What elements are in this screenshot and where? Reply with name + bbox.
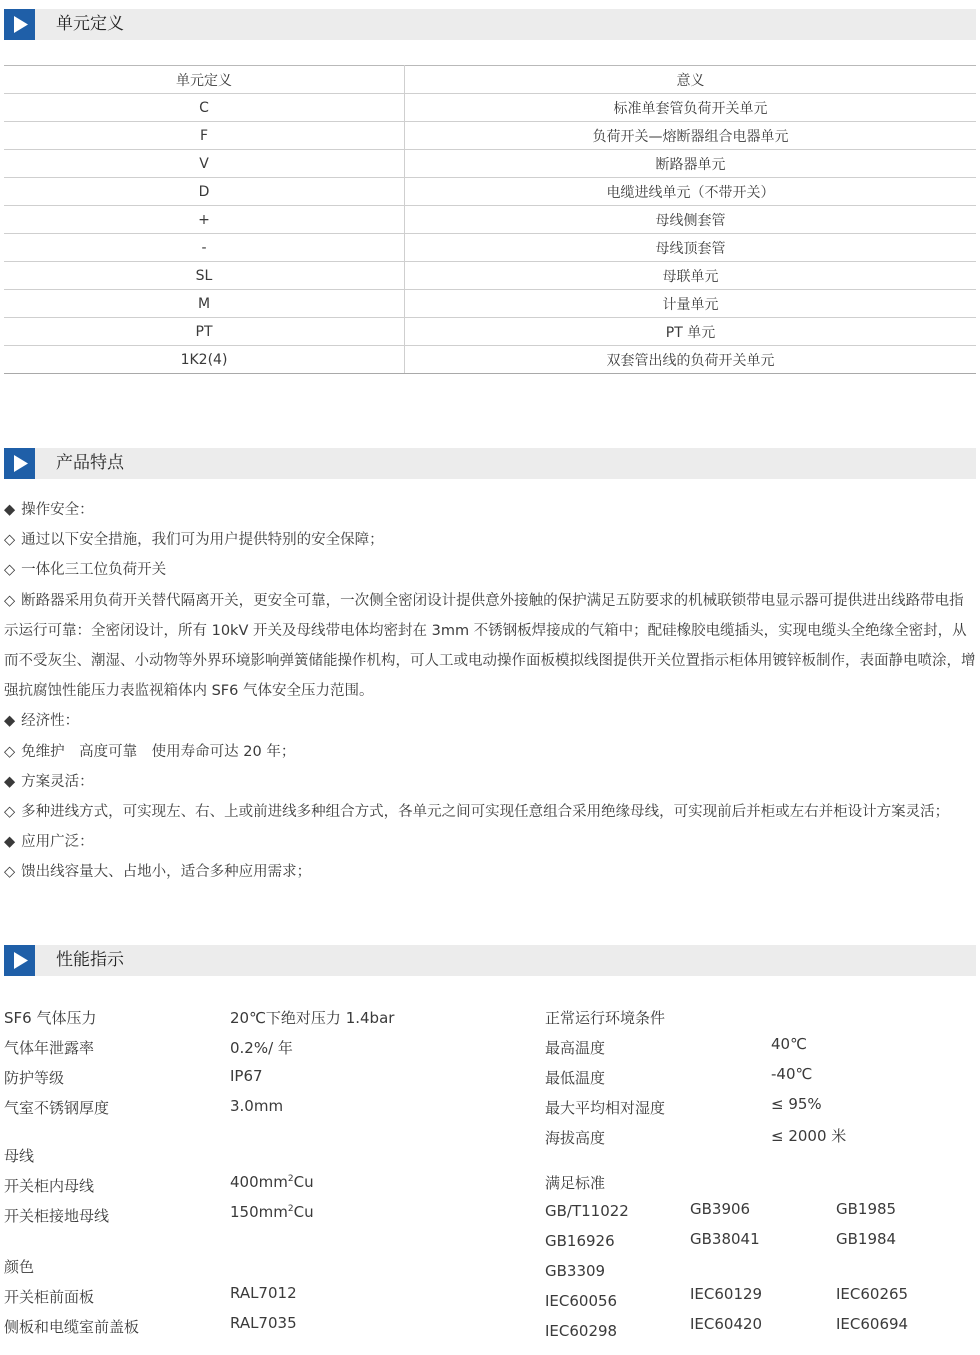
color-title: 颜色 bbox=[4, 1258, 35, 1276]
table-row bbox=[4, 178, 976, 206]
diamond-filled-icon: ◆ bbox=[4, 713, 16, 730]
diamond-outline-icon: ◇ bbox=[4, 743, 16, 760]
unit-meaning-cell: 标准单套管负荷开关单元 bbox=[405, 94, 977, 122]
section-header-performance bbox=[4, 945, 976, 976]
diamond-outline-icon: ◇ bbox=[4, 532, 16, 549]
features-list bbox=[4, 495, 976, 888]
standard-code: IEC60129 bbox=[690, 1285, 763, 1303]
feature-text: 操作安全： bbox=[21, 502, 94, 518]
perf-label: 气室不锈钢厚度 bbox=[4, 1099, 110, 1117]
perf-label: 开关柜内母线 bbox=[4, 1177, 95, 1195]
diamond-outline-icon: ◇ bbox=[4, 864, 16, 881]
perf-label: 最大平均相对湿度 bbox=[545, 1099, 666, 1117]
perf-value: ≤ 95% bbox=[771, 1095, 822, 1113]
unit-code-cell: 1K2(4) bbox=[4, 346, 405, 374]
table-row bbox=[4, 206, 976, 234]
table-body bbox=[4, 94, 976, 374]
standard-code: GB/T11022 bbox=[545, 1202, 629, 1220]
perf-label: SF6 气体压力 bbox=[4, 1009, 97, 1027]
feature-item bbox=[4, 797, 976, 827]
standard-code: IEC60420 bbox=[690, 1315, 763, 1333]
perf-value: 20℃下绝对压力 1.4bar bbox=[230, 1009, 395, 1027]
perf-label: 开关柜前面板 bbox=[4, 1288, 95, 1306]
standard-code: GB1984 bbox=[836, 1230, 897, 1248]
perf-label: 海拔高度 bbox=[545, 1129, 606, 1147]
perf-label: 气体年泄露率 bbox=[4, 1039, 95, 1057]
diamond-filled-icon: ◆ bbox=[4, 834, 16, 851]
perf-label: 防护等级 bbox=[4, 1069, 65, 1087]
perf-value: 3.0mm bbox=[230, 1097, 284, 1115]
perf-label: 开关柜接地母线 bbox=[4, 1207, 110, 1225]
unit-code-cell: V bbox=[4, 150, 405, 178]
standard-code: IEC60694 bbox=[836, 1315, 909, 1333]
perf-value: 0.2%/ 年 bbox=[230, 1039, 293, 1057]
feature-item bbox=[4, 586, 976, 707]
perf-label: 侧板和电缆室前盖板 bbox=[4, 1318, 140, 1336]
perf-label: 最低温度 bbox=[545, 1069, 606, 1087]
diamond-outline-icon: ◇ bbox=[4, 562, 16, 579]
standard-code: GB1985 bbox=[836, 1200, 897, 1218]
busbar-title: 母线 bbox=[4, 1147, 35, 1165]
feature-text: 方案灵活： bbox=[21, 773, 94, 790]
play-arrow-icon bbox=[4, 945, 35, 976]
perf-value: ≤ 2000 米 bbox=[771, 1127, 847, 1145]
standard-code: GB38041 bbox=[690, 1230, 760, 1248]
feature-text: 免维护 高度可靠 使用寿命可达 20 年； bbox=[21, 743, 296, 760]
column-header-meaning: 意义 bbox=[405, 66, 977, 94]
table-row bbox=[4, 150, 976, 178]
table-row bbox=[4, 94, 976, 122]
perf-value: $400mm^2Cu$ bbox=[230, 1173, 314, 1191]
perf-value: $150mm^2Cu$ bbox=[230, 1203, 314, 1221]
feature-text: 通过以下安全措施，我们可为用户提供特别的安全保障； bbox=[21, 532, 384, 549]
diamond-outline-icon: ◇ bbox=[4, 804, 16, 821]
unit-meaning-cell: 电缆进线单元（不带开关） bbox=[405, 178, 977, 206]
standards-title: 满足标准 bbox=[545, 1174, 606, 1192]
standard-code: IEC60265 bbox=[836, 1285, 909, 1303]
feature-item bbox=[4, 706, 976, 736]
feature-text: 经济性： bbox=[21, 713, 80, 730]
feature-item bbox=[4, 827, 976, 857]
feature-text: 馈出线容量大、占地小，适合多种应用需求； bbox=[21, 864, 312, 881]
unit-code-cell: D bbox=[4, 178, 405, 206]
perf-label: 最高温度 bbox=[545, 1039, 606, 1057]
unit-code-cell: F bbox=[4, 122, 405, 150]
standard-code: GB3309 bbox=[545, 1262, 606, 1280]
section-header-unit-definition bbox=[4, 9, 976, 40]
table-row bbox=[4, 318, 976, 346]
unit-code-cell: PT bbox=[4, 318, 405, 346]
perf-value: RAL7035 bbox=[230, 1314, 297, 1332]
unit-code-cell: C bbox=[4, 94, 405, 122]
feature-text: 多种进线方式，可实现左、右、上或前进线多种组合方式，各单元之间可实现任意组合采用绝缘母线，可实现前后并柜或左右并柜设计方案灵活； bbox=[21, 804, 950, 821]
column-header-unit: 单元定义 bbox=[4, 66, 405, 94]
standard-code: IEC60298 bbox=[545, 1322, 618, 1340]
table-row bbox=[4, 290, 976, 318]
table-row bbox=[4, 234, 976, 262]
feature-text: 应用广泛： bbox=[21, 834, 94, 851]
unit-meaning-cell: 断路器单元 bbox=[405, 150, 977, 178]
feature-item bbox=[4, 767, 976, 797]
standard-code: GB16926 bbox=[545, 1232, 615, 1250]
unit-meaning-cell: 负荷开关—熔断器组合电器单元 bbox=[405, 122, 977, 150]
play-arrow-icon bbox=[4, 9, 35, 40]
table-row bbox=[4, 122, 976, 150]
unit-code-cell: M bbox=[4, 290, 405, 318]
perf-value: -40℃ bbox=[771, 1065, 813, 1083]
perf-value: RAL7012 bbox=[230, 1284, 297, 1302]
section-title: 性能指示 bbox=[56, 950, 124, 970]
standard-code: IEC60056 bbox=[545, 1292, 618, 1310]
perf-value: IP67 bbox=[230, 1067, 263, 1085]
unit-meaning-cell: 计量单元 bbox=[405, 290, 977, 318]
feature-item bbox=[4, 737, 976, 767]
feature-text: 一体化三工位负荷开关 bbox=[21, 562, 167, 579]
feature-item bbox=[4, 555, 976, 585]
diamond-outline-icon: ◇ bbox=[4, 592, 16, 609]
section-title: 单元定义 bbox=[56, 14, 124, 34]
diamond-filled-icon: ◆ bbox=[4, 502, 16, 518]
table-row bbox=[4, 262, 976, 290]
unit-meaning-cell: 母线侧套管 bbox=[405, 206, 977, 234]
section-title: 产品特点 bbox=[56, 453, 124, 473]
standard-code: GB3906 bbox=[690, 1200, 751, 1218]
feature-item bbox=[4, 525, 976, 555]
unit-meaning-cell: PT 单元 bbox=[405, 318, 977, 346]
env-title: 正常运行环境条件 bbox=[545, 1009, 666, 1027]
table-header-row bbox=[4, 66, 976, 94]
section-header-features bbox=[4, 448, 976, 479]
feature-text: 断路器采用负荷开关替代隔离开关，更安全可靠，一次侧全密闭设计提供意外接触的保护满足五防要求的机械联锁带电显示器可提供进出线路带电指示运行可靠：全密闭设计，所有 10kV 开关及母线带电体均密封在 3mm 不锈钢板焊接成的气箱中；配硅橡胶电缆插头，实现电缆头全绝缘全密封，从而不受灰尘、潮湿、小动物等外界环境影响弹簧储能操作机构，可人工或电动操作面板模拟线图提供开关位置指示柜体用镀锌板制作，表面静电喷涂，增强抗腐蚀性能压力表监视箱体内 SF6 气体安全压力范围。 bbox=[4, 592, 976, 700]
table-row bbox=[4, 346, 976, 374]
unit-meaning-cell: 双套管出线的负荷开关单元 bbox=[405, 346, 977, 374]
play-arrow-icon bbox=[4, 448, 35, 479]
unit-meaning-cell: 母线顶套管 bbox=[405, 234, 977, 262]
feature-item bbox=[4, 857, 976, 887]
unit-code-cell: + bbox=[4, 206, 405, 234]
unit-meaning-cell: 母联单元 bbox=[405, 262, 977, 290]
diamond-filled-icon: ◆ bbox=[4, 773, 16, 790]
feature-item bbox=[4, 495, 976, 525]
perf-value: 40℃ bbox=[771, 1035, 807, 1053]
unit-definition-table bbox=[4, 65, 976, 374]
unit-code-cell: SL bbox=[4, 262, 405, 290]
unit-code-cell: - bbox=[4, 234, 405, 262]
